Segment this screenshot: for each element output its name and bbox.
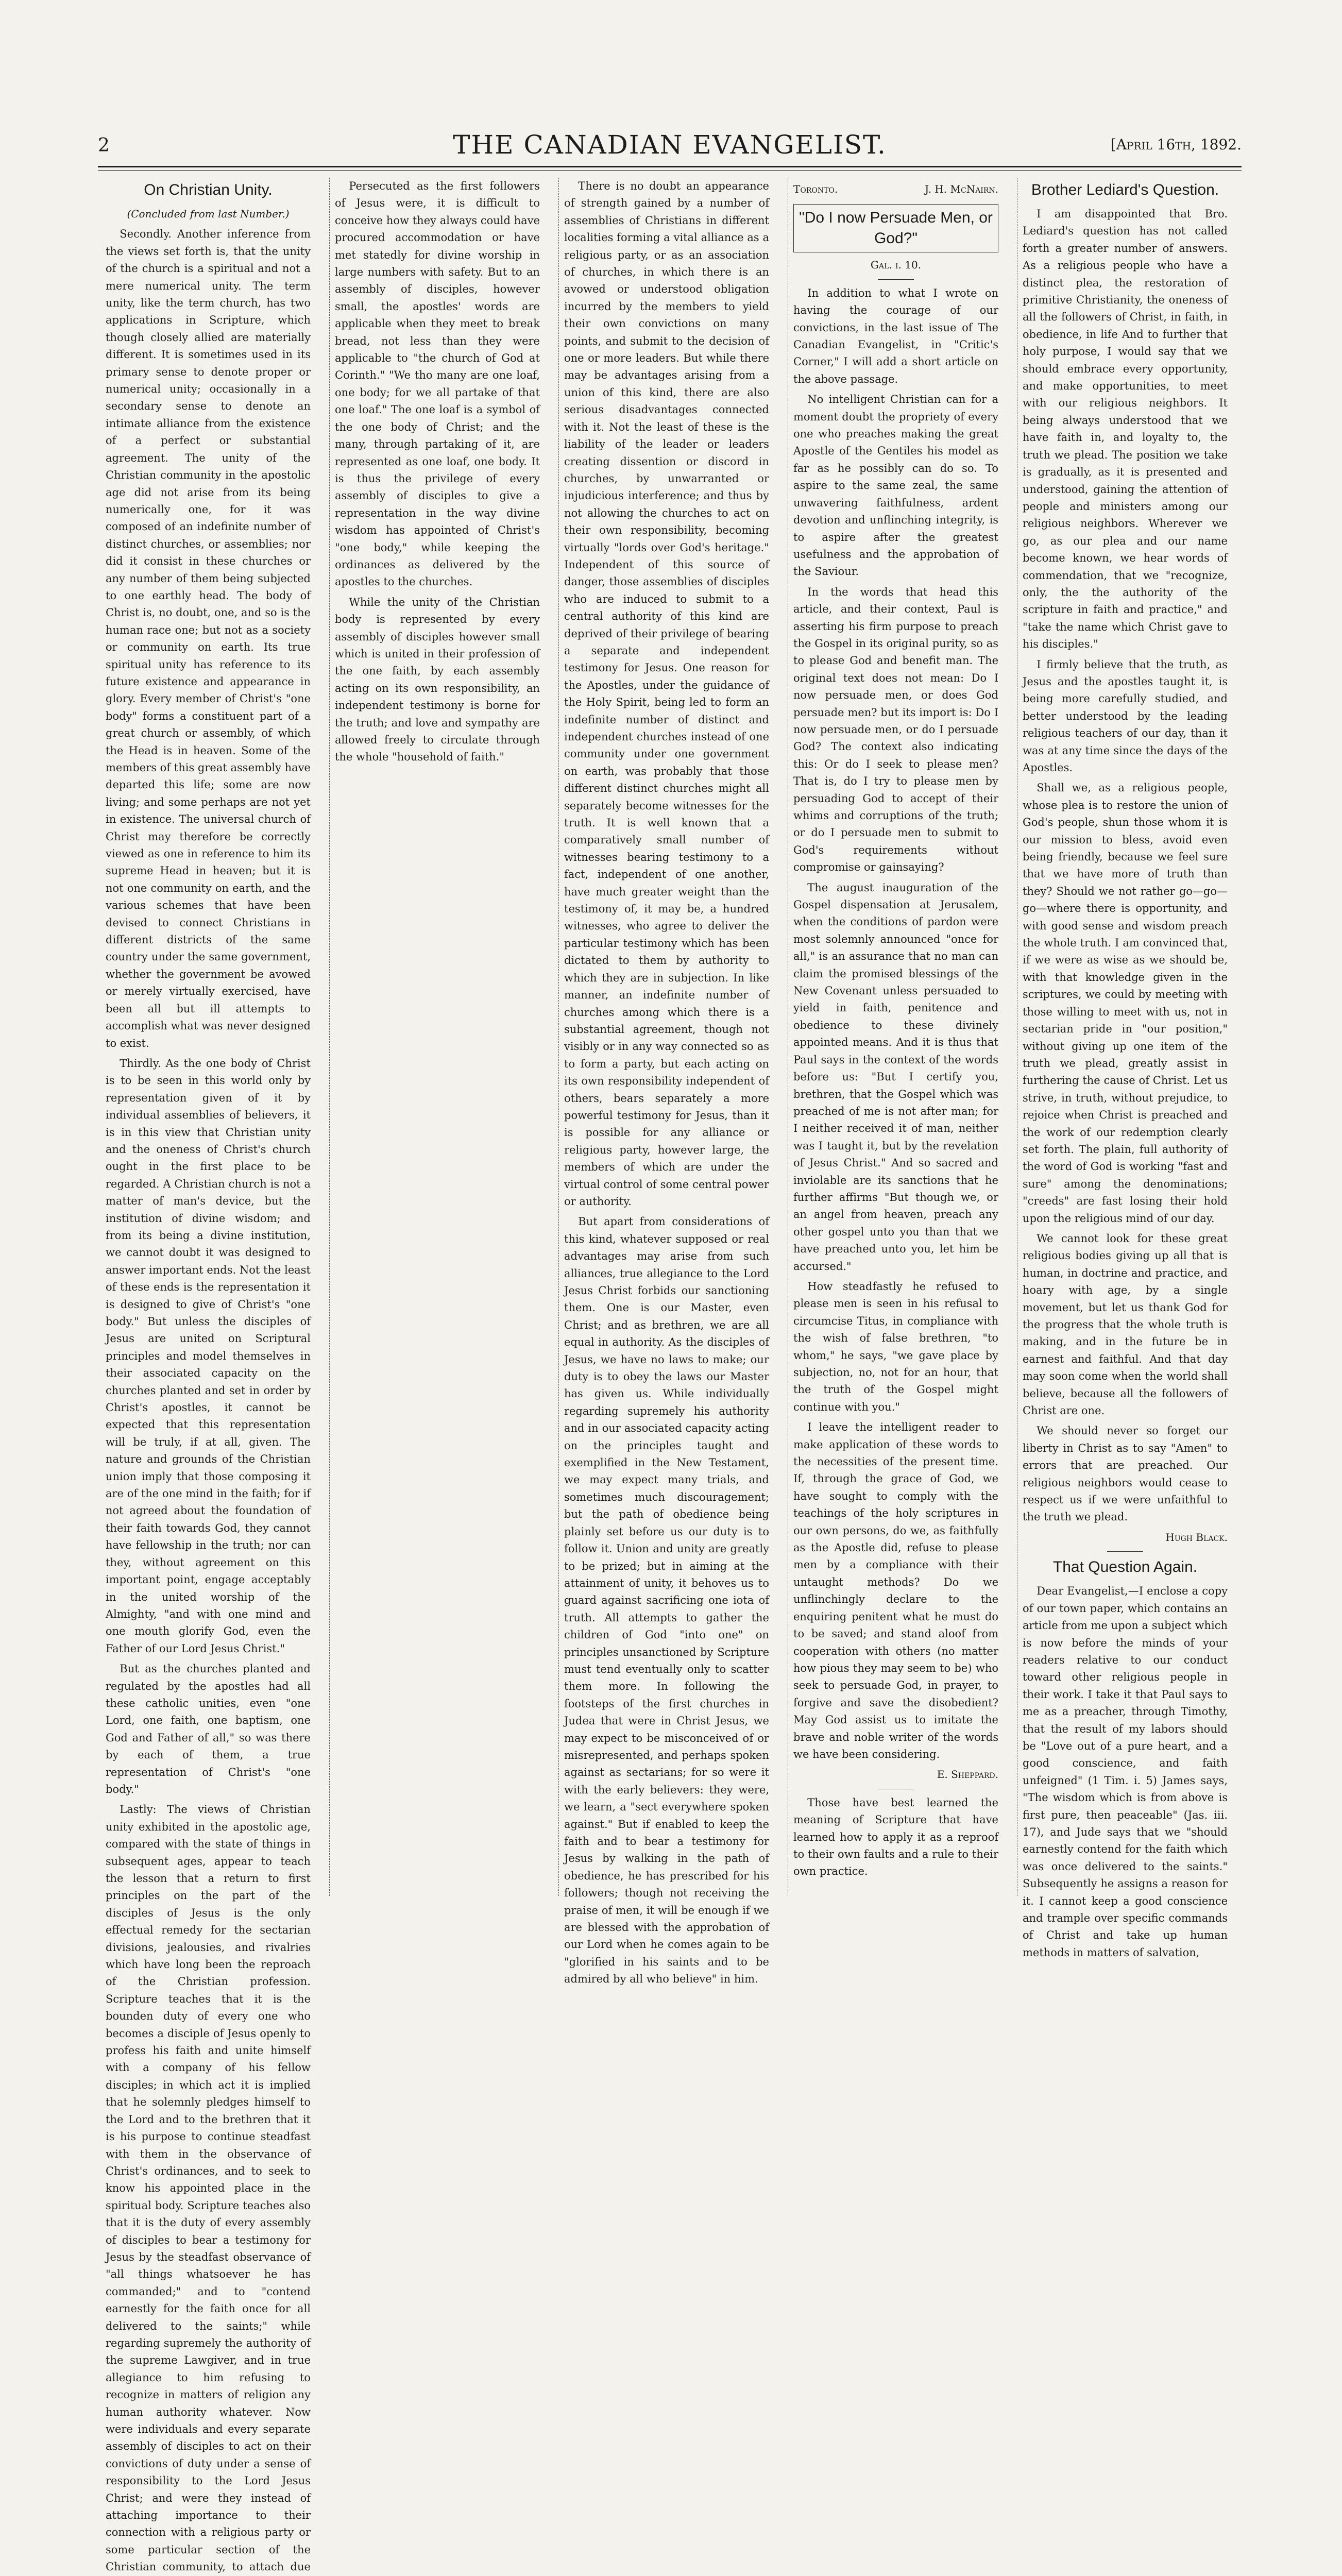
- paragraph: How steadfastly he refused to please men is seen in his refusal to circumcise Titus, in compliance with the wish of false brethren, "to whom," he says, "we gave place by subjection, no, not for an hour, that the truth of the Gospel might continue with you.": [793, 1280, 998, 1413]
- signature-place: Toronto.: [793, 183, 838, 195]
- column-2: [335, 178, 540, 1893]
- article-heading-persuade: "Do I now Persuade Men, or God?": [799, 209, 993, 247]
- masthead: [98, 130, 1242, 161]
- article-heading-again: That Question Again.: [1052, 1558, 1198, 1576]
- short-rule: [878, 279, 914, 280]
- paragraph: Secondly. Another inference from the views set forth is, that the unity of the church is a spiritual and not a mere numerical unity. The term unity, like the term church, has two applications in Scripture, which though closely allied are materially different. It is sometimes used in its primary sense to denote proper or numerical unity; occasionally in a secondary sense to denote an intimate alliance from the existence of a perfect or substantial agreement. The unity of the Christian community in the apostolic age did not arise from its being numerically one, for it was composed of an indefinite number of distinct churches, or assemblies; nor did it consist in these churches or any number of them being subjected to one earthly head. The body of Christ is, no doubt, one, and so is the human race one; but not as a society or community on earth. Its true spiritual unity has reference to its future existence and appearance in glory. Every member of Christ's "one body" forms a constituent part of a great church or assembly, of which the Head is in heaven. Some of the members of this great assembly have departed this life; some are now living; and some perhaps are not yet in existence. The universal church of Christ may therefore be correctly viewed as one in reference to him its supreme Head in heaven; but it is not one community on earth, and the various schemes that have been devised to connect Christians in different districts of the same country under the same government, whether the government be avowed or merely virtually exercised, have been all but ill attempts to accomplish what was never designed to exist.: [106, 228, 311, 1049]
- paragraph: I am disappointed that Bro. Lediard's question has not called forth a greater number of answers. As a religious people who have a distinct plea, the restoration of primitive Christianity, the oneness of all the followers of Christ, in faith, in obedience, in life And to further that holy purpose, I would say that we should embrace every opportunity, and make opportunities, to meet with our religious neighbors. It being always understood that we have faith in, and loyalty to, the truth we plead. The position we take is gradually, as it is presented and understood, gaining the attention of people and ministers among our religious neighbors. Wherever we go, as our plea and our name become known, we hear words of commendation, that we "recognize, only, the the authority of the scripture in faith and practice," and "take the name which Christ gave to his disciples.": [1023, 208, 1228, 651]
- paragraph: Shall we, as a religious people, whose plea is to restore the union of God's people, shun those whom it is our mission to bless, avoid even being friendly, because we feel sure that we have more of truth than they? Should we not rather go—go—go—where there is opportunity, and with good sense and wisdom preach the whole truth. I am convinced that, if we were as wise as we should be, with that knowledge given in the scriptures, we could by meeting with those willing to meet with us, not in sectarian pride in "our position," without giving up one item of the truth we plead, greatly assist in furthering the cause of Christ. Let us strive, in truth, without prejudice, to rejoice when Christ is preached and the work of our redemption clearly set forth. The plain, full authority of the word of God is working "fast and sure" among the denominations; "creeds" are fast losing their hold upon the religious mind of our day.: [1023, 782, 1228, 1225]
- paragraph: I firmly believe that the truth, as Jesus and the apostles taught it, is being more carefully studied, and better understood by the leading religious teachers of our day, than it was at any time since the days of the Apostles.: [1023, 658, 1228, 774]
- paragraph: Dear Evangelist,—I enclose a copy of our town paper, which contains an article from me upon a subject which is now before the minds of your readers relative to our conduct toward other religious people in their work. I take it that Paul says to me as a preacher, through Timothy, that the result of my labors should be "Love out of a pure heart, and a good conscience, and faith unfeigned" (1 Tim. i. 5) James says, "The wisdom which is from above is first pure, then peaceable" (Jas. iii. 17), and Jude says that we "should earnestly contend for the faith which was once delivered to the saints." Subsequently he assigns a reason for it. I cannot keep a good conscience and trample over specific commands of Christ and take up human methods in matters of salvation,: [1023, 1585, 1228, 1959]
- signature-line: [793, 181, 998, 198]
- paragraph: I leave the intelligent reader to make application of these words to the necessities of the present time. If, through the grace of God, we have sought to comply with the teachings of the holy scriptures in our own persons, do we, as faithfully as the Apostle did, refuse to please men by a compliance with their untaught methods? Do we unflinchingly declare to the enquiring penitent what he must do to be saved; and stand aloof from cooperation with others (no matter how pious they may seem to be) who seek to persuade God, in prayer, to forgive and save the disobedient? May God assist us to imitate the brave and noble writer of the words we have been considering.: [793, 1421, 998, 1760]
- signature-line: [793, 1766, 998, 1783]
- signature-name: Hugh Black.: [1165, 1531, 1228, 1544]
- column-1: [106, 178, 311, 2573]
- paragraph: Thirdly. As the one body of Christ is to be seen in this world only by representation given of it by individual assemblies of believers, it is in this view that Christian unity and the oneness of Christ's church ought in the first place to be regarded. A Christian church is not a matter of man's device, but the institution of divine wisdom; and from its being a divine institution, we cannot doubt it was designed to answer important ends. Not the least of these ends is the representation it is designed to give of Christ's "one body." But unless the disciples of Jesus are united on Scriptural principles and model themselves in their associated capacity on the churches planted and set in order by Christ's apostles, it cannot be expected that this representation will be truly, if at all, given. The nature and grounds of the Christian union imply that those composing it are of the one mind in the faith; for if not agreed about the foundation of their faith towards God, they cannot have fellowship in the truth; nor can they, without agreement on this important point, engage acceptably in the united worship of the Almighty, "and with one mind and one mouth glorify God, even the Father of our Lord Jesus Christ.": [106, 1057, 311, 1655]
- paper-name: THE CANADIAN EVANGELIST.: [453, 130, 887, 160]
- masthead-rule: [98, 166, 1242, 167]
- short-rule: [1107, 1551, 1143, 1552]
- paragraph: Lastly: The views of Christian unity exhibited in the apostolic age, compared with the state of things in subsequent ages, appear to teach the lesson that a return to first principles on the part of the disciples of Jesus is the only effectual remedy for the sectarian divisions, jealousies, and rivalries which have long been the reproach of the Christian profession. Scripture teaches that it is the bounden duty of every one who becomes a disciple of Jesus openly to profess his faith and unite himself with a company of his fellow disciples; in which act it is implied that he solemnly pledges himself to the Lord and to the brethren that it is his purpose to continue steadfast with them in the observance of Christ's ordinances, and to seek to know his appointed place in the spiritual body. Scripture teaches also that it is the duty of every assembly of disciples to bear a testimony for Jesus by the steadfast observance of "all things whatsoever he has commanded;" and to "contend earnestly for the faith once for all delivered to the saints;" while regarding supremely the authority of the supreme Lawgiver, and in true allegiance to him refusing to recognize in matters of religion any human authority whatever. Now were individuals and every separate assembly of disciples to act on their convictions of duty under a sense of responsibility to the Lord Jesus Christ; and were they instead of attaching importance to their connection with a religious party or some particular section of the Christian community, to attach due: [106, 1803, 311, 2573]
- paragraph: In addition to what I wrote on having the courage of our convictions, in the last issue of The Canadian Evangelist, in "Critic's Corner," I will add a short article on the above passage.: [793, 286, 998, 385]
- paragraph: But as the churches planted and regulated by the apostles had all these catholic unities, even "one Lord, one faith, one baptism, one God and Father of all," so was there by each of them, a true representation of Christ's "one body.": [106, 1663, 311, 1795]
- paragraph: Persecuted as the first followers of Jesus were, it is difficult to conceive how they always could have procured accommodation or have met statedly for divine worship in large numbers with safety. But to an assembly of disciples, however small, the apostles' words are applicable when they meet to break bread, not less than they were applicable to "the church of God at Corinth." "We tho many are one loaf, one body; for we all partake of that one loaf." The one loaf is a symbol of the one body of Christ; and the many, through partaking of it, are represented as one loaf, one body. It is thus the privilege of every assembly of disciples to give a representation in the way divine wisdom has appointed of Christ's "one body," while keeping the ordinances as delivered by the apostles to the churches.: [335, 180, 540, 588]
- article-heading-unity: On Christian Unity.: [144, 181, 273, 198]
- page-number: 2: [98, 135, 110, 156]
- paragraph: We should never so forget our liberty in Christ as to say "Amen" to errors that are preached. Our religious neighbors would cease to respect us if we were unfaithful to the truth we plead.: [1023, 1425, 1228, 1523]
- paragraph: But apart from considerations of this kind, whatever supposed or real advantages may arise from such alliances, true allegiance to the Lord Jesus Christ forbids our sanctioning them. One is our Master, even Christ; and as brethren, we are all equal in authority. As the disciples of Jesus, we have no laws to make; our duty is to obey the laws our Master has given us. While individually regarding supremely his authority and in our associated capacity acting on the principles taught and exemplified in the New Testament, we may expect many trials, and sometimes much discouragement; but the path of obedience being plainly set before us our duty is to follow it. Union and unity are greatly to be prized; but in aiming at the attainment of unity, it behoves us to guard against sacrificing one iota of truth. All attempts to gather the children of God "into one" on principles unsanctioned by Scripture must tend eventually only to scatter them more. In following the footsteps of the first churches in Judea that were in Christ Jesus, we may expect to be misconceived of or misrepresented, and perhaps spoken against as sectarians; for so were it with the early believers: they were, we learn, a "sect everywhere spoken against." But if enabled to keep the faith and to bear a testimony for Jesus by walking in the path of obedience, he has prescribed for his followers; though not receiving the praise of men, it will be enough if we are blessed with the approbation of our Lord when he comes again to be "glorified in his saints and to be admired by all who believe" in him.: [564, 1215, 769, 1986]
- paragraph: Those have best learned the meaning of Scripture that have learned how to apply it as a reproof to their own faults and a rule to their own practice.: [793, 1796, 998, 1878]
- scripture-reference: Gal. i. 10.: [870, 259, 922, 272]
- paragraph: In the words that head this article, and their context, Paul is asserting his firm purpose to preach the Gospel in its original purity, so as to please God and benefit man. The original text does not mean: Do I now persuade men, or does God persuade men? but its import is: Do I now persuade men, or do I persuade God? The context also indicating this: Or do I seek to please men? That is, do I try to please men by persuading God to accept of their whims and corruptions of the truth; or do I persuade men to submit to God's requirements without compromise or gainsaying?: [793, 585, 998, 874]
- signature-name: J. H. McNairn.: [925, 183, 998, 195]
- signature-line: [1023, 1529, 1228, 1546]
- column-5: [1023, 178, 1228, 1959]
- column-rule: [329, 178, 330, 1896]
- article-heading-box: [793, 204, 998, 252]
- article-heading-lediard: Brother Lediard's Question.: [1031, 181, 1219, 198]
- signature-name: E. Sheppard.: [937, 1768, 998, 1781]
- column-3: [564, 178, 769, 1986]
- paragraph: While the unity of the Christian body is represented by every assembly of disciples however small which is united in their profession of the one faith, by each assembly acting on its own responsibility, an independent testimony is borne for the truth; and love and sympathy are allowed freely to circulate through the whole "household of faith.": [335, 596, 540, 764]
- paragraph: The august inauguration of the Gospel dispensation at Jerusalem, when the conditions of pardon were most solemnly announced "once for all," is an assurance that no man can claim the promised blessings of the New Covenant unless persuaded to yield in faith, penitence and obedience to these divinely appointed means. And it is thus that Paul says in the context of the words before us: "But I certify you, brethren, that the Gospel which was preached of me is not after man; for I neither received it of man, neither was I taught it, but by the revelation of Jesus Christ." And so sacred and inviolable are its sanctions that he further affirms "But though we, or an angel from heaven, preach any other gospel unto you than that we have preached unto you, let him be accursed.": [793, 881, 998, 1273]
- paragraph: There is no doubt an appearance of strength gained by a number of assemblies of Christians in different localities forming a vital alliance as a religious party, or as an association of churches, in which there is an avowed or understood obligation incurred by the members to yield their own convictions on many points, and submit to the decision of one or more leaders. But while there may be advantages arising from a union of this kind, there are also serious disadvantages connected with it. Not the least of these is the liability of the leader or leaders creating dissention or discord in churches, by unwarranted or injudicious interference; and thus by not allowing the churches to act on their own responsibility, becoming virtually "lords over God's heritage." Independent of this source of danger, those assemblies of disciples who are induced to submit to a central authority of this kind are deprived of their privilege of bearing a separate and independent testimony for Jesus. One reason for the Apostles, under the guidance of the Holy Spirit, being led to form an indefinite number of distinct and independent churches instead of one community under one government on earth, was probably that those different distinct churches might all separately become witnesses for the truth. It is well known that a comparatively small number of witnesses bearing testimony to a fact, independent of one another, have much greater weight than the testimony of, it may be, a hundred witnesses, who agree to deliver the particular testimony which has been dictated to them by authority to which they are in subjection. In like manner, an indefinite number of churches among which there is a substantial agreement, though not visibly or in any way connected so as to form a party, but each acting on its own responsibility independent of others, bears separately a more powerful testimony for Jesus, than it is possible for any alliance or religious party, however large, the members of which are under the virtual control of some central power or authority.: [564, 180, 769, 1208]
- paragraph: We cannot look for these great religious bodies giving up all that is human, in doctrine and practice, and hoary with age, by a single movement, but let us thank God for the progress that the whole truth is making, and in the future be in earnest and faithful. And that day may soon come when the world shall believe, because all the followers of Christ are one.: [1023, 1232, 1228, 1417]
- paragraph: No intelligent Christian can for a moment doubt the propriety of every one who preaches making the great Apostle of the Gentiles his model as far as he possibly can do so. To aspire to the same zeal, the same unwavering faithfulness, ardent devotion and unflinching integrity, is to aspire after the greatest usefulness and the approbation of the Saviour.: [793, 393, 998, 578]
- masthead-rule-thin: [98, 170, 1242, 171]
- continued-note: (Concluded from last Number.): [127, 208, 290, 220]
- column-4: [793, 178, 998, 1893]
- column-rule: [558, 178, 559, 1896]
- issue-date: [April 16th, 1892.: [1110, 136, 1242, 153]
